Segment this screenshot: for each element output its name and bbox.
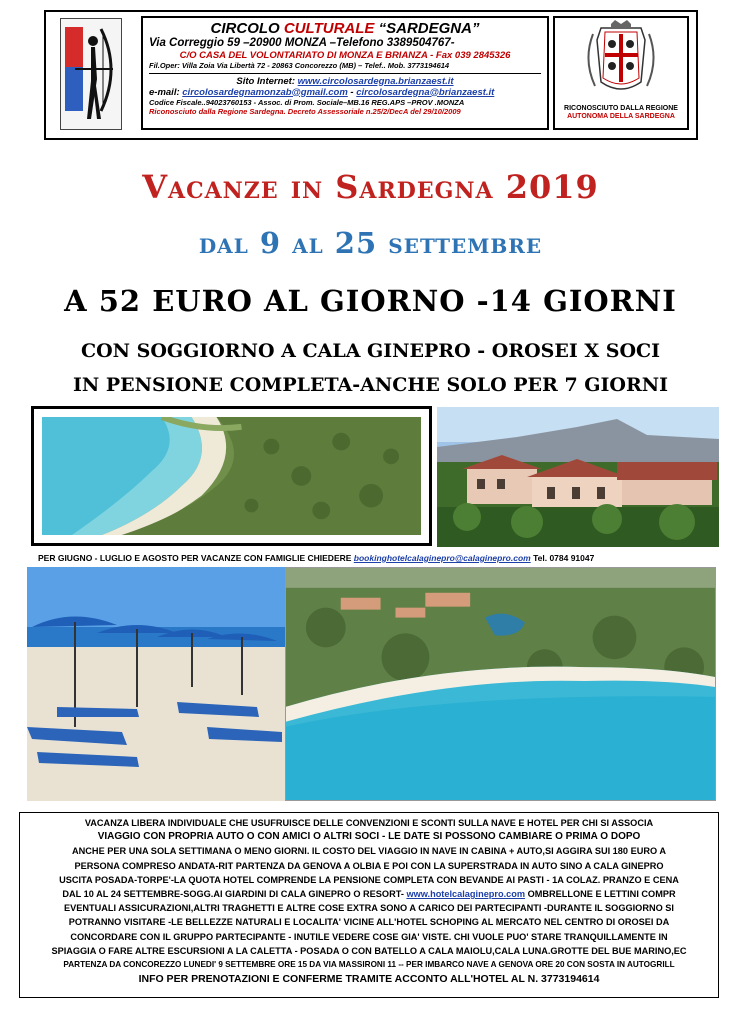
details-line-1: VACANZA LIBERA INDIVIDUALE CHE USUFRUISCE DELLE CONVENZIONI E SCONTI SULLA NAVE E HOTEL PER CHI SI ASSOCIA [84,818,654,828]
summer-contact-line [38,553,718,563]
region-seal-box [553,16,689,130]
riconosciuto-line: Riconosciuto dalla Regione Sardegna. Decreto Assessoriale n.25/2/DecA del 29/10/2009 [149,107,461,116]
hotel-phone: Tel. 0784 91047 [530,553,595,563]
title-red: CULTURALE [283,20,375,37]
region-text-line1: RICONOSCIUTO DALLA REGIONE [564,105,678,112]
details-line-2: VIAGGIO CON PROPRIA AUTO O CON AMICI O ALTRI SOCI - LE DATE SI POSSONO CAMBIARE O PRIMA O DOPO [97,831,641,843]
email-separator: - [347,86,357,98]
details-line-7: EVENTUALI ASSICURAZIONI,ALTRI TRAGHETTI E ALTRE COSE EXTRA SONO A CARICO DEI PARTECIPANTI -DURANTE IL SOGGIORNO SI [64,903,674,914]
main-title: Vacanze in Sardegna 2019 [142,168,599,206]
details-line-9: CONCORDARE CON IL GRUPPO PARTECIPANTE - INUTILE VEDERE COSE GIA' VISTE. CHI VUOLE PUO' STARE TRANQUILLAMENTE IN [70,931,668,942]
board-subtitle: IN PENSIONE COMPLETA-ANCHE SOLO PER 7 GIORNI [73,374,668,396]
beach-aerial-image [42,417,421,535]
stay-subtitle: CON SOGGIORNO A CALA GINEPRO - OROSEI X SOCI [80,340,661,362]
website-link[interactable]: www.circolosardegna.brianzaest.it [297,75,454,87]
details-line-6-text: DAL 10 AL 24 SETTEMBRE-SOGG.AI GIARDINI DI CALA GINEPRO O RESORT- [62,889,407,900]
hotel-website-link[interactable]: www.hotelcalaginepro.com [406,889,526,900]
details-line-11: PARTENZA DA CONCOREZZO LUNEDI' 9 SETTEMBRE ORE 15 DA VIA MASSIRONI 11 -- PER IMBARCO NAVE A GENOVA ORE 20 CON SOSTA IN AUTOGRILL [63,960,675,970]
website-label: Sito Internet: [236,75,298,87]
booking-email-link[interactable]: bookinghotelcalaginepro@calaginepro.com [353,553,531,563]
title-prefix: CIRCOLO [210,20,284,37]
bay-aerial-image [286,568,715,800]
details-line-12: INFO PER PRENOTAZIONI E CONFERME TRAMITE ACCONTO ALL'HOTEL AL N. 3773194614 [138,973,600,986]
price-title: A 52 EURO AL GIORNO -14 GIORNI [64,284,677,318]
summer-contact-text: PER GIUGNO - LUGLIO E AGOSTO PER VACANZE CON FAMIGLIE CHIEDERE [38,553,354,563]
association-info [141,16,549,130]
sardinia-coat-of-arms-icon [573,20,669,100]
bay-aerial-photo [285,567,716,801]
title-suffix: “SARDEGNA” [374,20,480,37]
details-line-8: POTRANNO VISITARE -LE BELLEZZE NATURALI E LOCALITA' VICINE ALL'HOTEL SCHOPING AL MERCATO NEL CENTRO DI OROSEI DA [68,917,670,928]
dates-title: dal 9 al 25 settembre [198,226,543,260]
archer-logo [60,18,122,130]
email-line [149,87,541,98]
fil-oper-line: Fil.Oper: Villa Zoia Via Libertà 72 - 20863 Concorezzo (MB) – Telef.. Mob. 3773194614 [149,61,450,70]
details-line-6-suffix: OMBRELLONE E LETTINI COMPR [525,889,676,900]
header-box [44,10,698,140]
details-line-10: SPIAGGIA O FARE ALTRE ESCURSIONI A LA CALETTA - POSADA O CON BATELLO A CALA MAIOLU,CALA LUNA.GROTTE DEL BUE MARINO,EC [51,945,687,956]
beach-umbrellas-photo [27,567,285,801]
beach-umbrellas-image [27,567,285,801]
details-text-box [19,812,719,998]
codice-fiscale-line: Codice Fiscale..94023760153 - Assoc. di Prom. Sociale–MB.16 REG.APS –PROV .MONZA [149,97,465,107]
hotel-image [437,407,719,547]
details-line-6 [24,887,714,901]
hotel-photo [437,407,719,547]
email-link-2[interactable]: circolosardegna@brianzaest.it [356,86,495,98]
email-label: e-mail: [149,86,183,98]
details-line-4: PERSONA COMPRESO ANDATA-RIT PARTENZA DA GENOVA A OLBIA E POI CON LA SUPERSTRADA IN AUTO SINO A CALA GINEPRO [74,860,664,871]
beach-aerial-photo [31,406,432,546]
casa-volontariato-line: C/O CASA DEL VOLONTARIATO DI MONZA E BRIANZA - Fax 039 2845326 [179,50,511,61]
region-text-line2: AUTONOMA DELLA SARDEGNA [567,113,675,120]
email-link-1[interactable]: circolosardegnamonzab@gmail.com [182,86,348,98]
details-line-3: ANCHE PER UNA SOLA SETTIMANA O MENO GIORNI. IL COSTO DEL VIAGGIO IN NAVE IN CABINA + AUTO,SI AGGIRA SUI 180 EURO A [72,846,666,857]
association-title [149,20,541,37]
archer-logo-icon [61,19,121,129]
details-line-5: USCITA POSADA-TORPE'-LA QUOTA HOTEL COMPRENDE LA PENSIONE COMPLETA CON BEVANDE AI PASTI - 1A COLAZ. PRANZO E CENA [59,874,679,885]
address-line: Via Correggio 59 –20900 MONZA –Telefono 3389504767- [149,37,455,49]
website-line [149,76,541,87]
